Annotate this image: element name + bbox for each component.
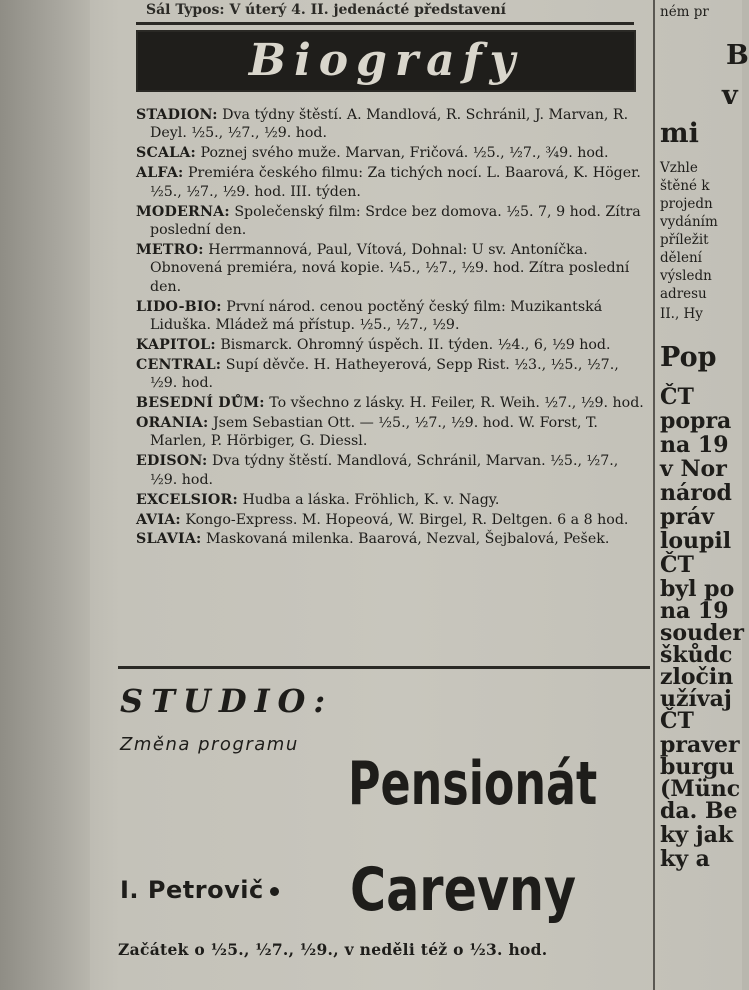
director-name — [120, 876, 340, 904]
page-left-margin — [0, 0, 90, 990]
cinema-name: STADION: — [136, 107, 218, 123]
right-column-line: popra — [660, 408, 732, 434]
cinema-name: SLAVIA: — [136, 531, 202, 548]
right-column-line: souder — [660, 620, 745, 646]
right-column-line: ČT — [660, 708, 694, 734]
listing-text: Kongo-Express. M. Hopeová, W. Birgel, R. Deltgen. 6 a 8 hod. — [185, 511, 629, 528]
cinema-name: BESEDNÍ DŮM: — [136, 395, 265, 412]
listing-text: Poznej svého muže. Marvan, Fričová. ½5., ½7., ¾9. hod. — [200, 145, 609, 162]
film-title-line1: Pensionát — [348, 749, 598, 819]
banner-title: Biografy — [248, 35, 524, 86]
listing-entry — [136, 241, 650, 296]
right-column-line: dělení — [660, 250, 702, 266]
right-column-line: užívaj — [660, 686, 732, 712]
listing-entry — [136, 414, 650, 451]
bullet-dot — [270, 887, 279, 896]
right-column-line: ČT — [660, 552, 694, 578]
right-column-line: ky jak — [660, 822, 734, 848]
listing-entry — [136, 203, 650, 240]
listing-text: Jsem Sebastian Ott. — ½5., ½7., ½9. hod. W. Forst, T. Marlen, P. Hörbiger, G. Diessl. — [150, 415, 598, 450]
right-column-line: na 19 — [660, 598, 729, 624]
right-column-line: ném pr — [660, 4, 709, 20]
right-column-line: projedn — [660, 196, 713, 212]
studio-showtimes: Začátek o ½5., ½7., ½9., v neděli též o ½3. hod. — [118, 940, 548, 959]
cinema-name: EXCELSIOR: — [136, 491, 238, 508]
listing-entry — [136, 336, 650, 354]
right-column-line: Pop — [660, 342, 717, 373]
listing-text: Premiéra českého filmu: Za tichých nocí. L. Baarová, K. Höger. ½5., ½7., ½9. hod. III. týden. — [150, 165, 641, 200]
studio-title: STUDIO: — [120, 682, 334, 720]
cinema-name: SCALA: — [136, 145, 196, 162]
right-column-line: zločin — [660, 664, 734, 690]
listing-text: Společenský film: Srdce bez domova. ½5. 7, 9 hod. Zítra poslední den. — [150, 203, 641, 238]
cinema-listing — [136, 106, 650, 550]
top-rule — [136, 22, 634, 25]
cinema-name: ALFA: — [136, 165, 184, 182]
listing-entry — [136, 164, 650, 201]
cinema-name: AVIA: — [136, 511, 181, 528]
listing-text: První národ. cenou poctěný český film: Muzikantská Liduška. Mládež má přístup. ½5., ½7., ½9. — [150, 298, 603, 333]
right-column-fragment — [660, 0, 749, 990]
studio-subtitle: Změna programu — [120, 734, 299, 755]
section-divider — [118, 666, 650, 669]
right-column-line: v Nor — [660, 456, 727, 482]
right-column-line: vydáním — [660, 214, 718, 230]
listing-entry — [136, 452, 650, 489]
right-column-line: B — [726, 40, 749, 71]
right-column-line: v — [722, 80, 738, 111]
listing-text: Dva týdny štěstí. Mandlová, Schránil, Marvan. ½5., ½7., ½9. hod. — [150, 453, 619, 488]
top-line-text: Sál Typos: V úterý 4. II. jedenácté představení — [146, 2, 506, 18]
cinema-name: CENTRAL: — [136, 356, 222, 373]
right-column-line: ky a — [660, 846, 710, 872]
column-rule — [653, 0, 655, 990]
director-text: I. Petrovič — [120, 876, 264, 904]
right-column-line: byl po — [660, 576, 735, 602]
cinema-name: ORANIA: — [136, 415, 209, 431]
listing-entry — [136, 394, 650, 412]
right-column-line: národ — [660, 480, 732, 506]
right-column-line: praver — [660, 732, 740, 758]
right-column-line: loupil — [660, 528, 732, 554]
cinema-name: METRO: — [136, 241, 204, 258]
right-column-line: výsledn — [660, 268, 712, 284]
listing-entry — [136, 511, 650, 529]
listing-text: To všechno z lásky. H. Feiler, R. Weih. ½7., ½9. hod. — [269, 395, 644, 412]
right-column-line: štěné k — [660, 178, 710, 194]
right-column-line: na 19 — [660, 432, 729, 458]
cinema-name: MODERNA: — [136, 203, 230, 220]
section-banner — [136, 30, 636, 92]
listing-text: Herrmannová, Paul, Vítová, Dohnal: U sv. Antoníčka. Obnovená premiéra, nová kopie. ¼5., ½7., ½9. hod. Zítra poslední den. — [150, 241, 630, 295]
cinema-name: LIDO-BIO: — [136, 298, 222, 315]
right-column-line: Vzhle — [660, 160, 698, 176]
listing-entry — [136, 106, 650, 143]
listing-entry — [136, 144, 650, 162]
right-column-line: mi — [660, 118, 699, 149]
cinema-name: EDISON: — [136, 453, 208, 470]
listing-text: Maskovaná milenka. Baarová, Nezval, Šejbalová, Pešek. — [206, 531, 610, 548]
right-column-line: II., Hy — [660, 306, 703, 322]
right-column-line: da. Be — [660, 798, 738, 824]
listing-entry — [136, 298, 650, 335]
right-column-line: škůdc — [660, 642, 733, 668]
listing-text: Dva týdny štěstí. A. Mandlová, R. Schránil, J. Marvan, R. Deyl. ½5., ½7., ½9. hod. — [150, 107, 629, 142]
listing-entry — [136, 491, 650, 509]
listing-entry — [136, 356, 650, 393]
listing-text: Hudba a láska. Fröhlich, K. v. Nagy. — [242, 491, 500, 508]
film-title-line2: Carevny — [350, 855, 577, 925]
listing-text: Supí děvče. H. Hatheyerová, Sepp Rist. ½3., ½5., ½7., ½9. hod. — [150, 356, 619, 392]
right-column-line: práv — [660, 504, 715, 530]
right-column-line: ČT — [660, 384, 694, 410]
listing-text: Bismarck. Ohromný úspěch. II. týden. ½4., 6, ½9 hod. — [220, 336, 611, 353]
cinema-name: KAPITOL: — [136, 336, 216, 353]
right-column-line: příležit — [660, 232, 709, 248]
right-column-line: adresu — [660, 286, 707, 302]
listing-entry — [136, 530, 650, 548]
right-column-line: burgu — [660, 754, 735, 780]
right-column-line: (Münc — [660, 776, 741, 802]
